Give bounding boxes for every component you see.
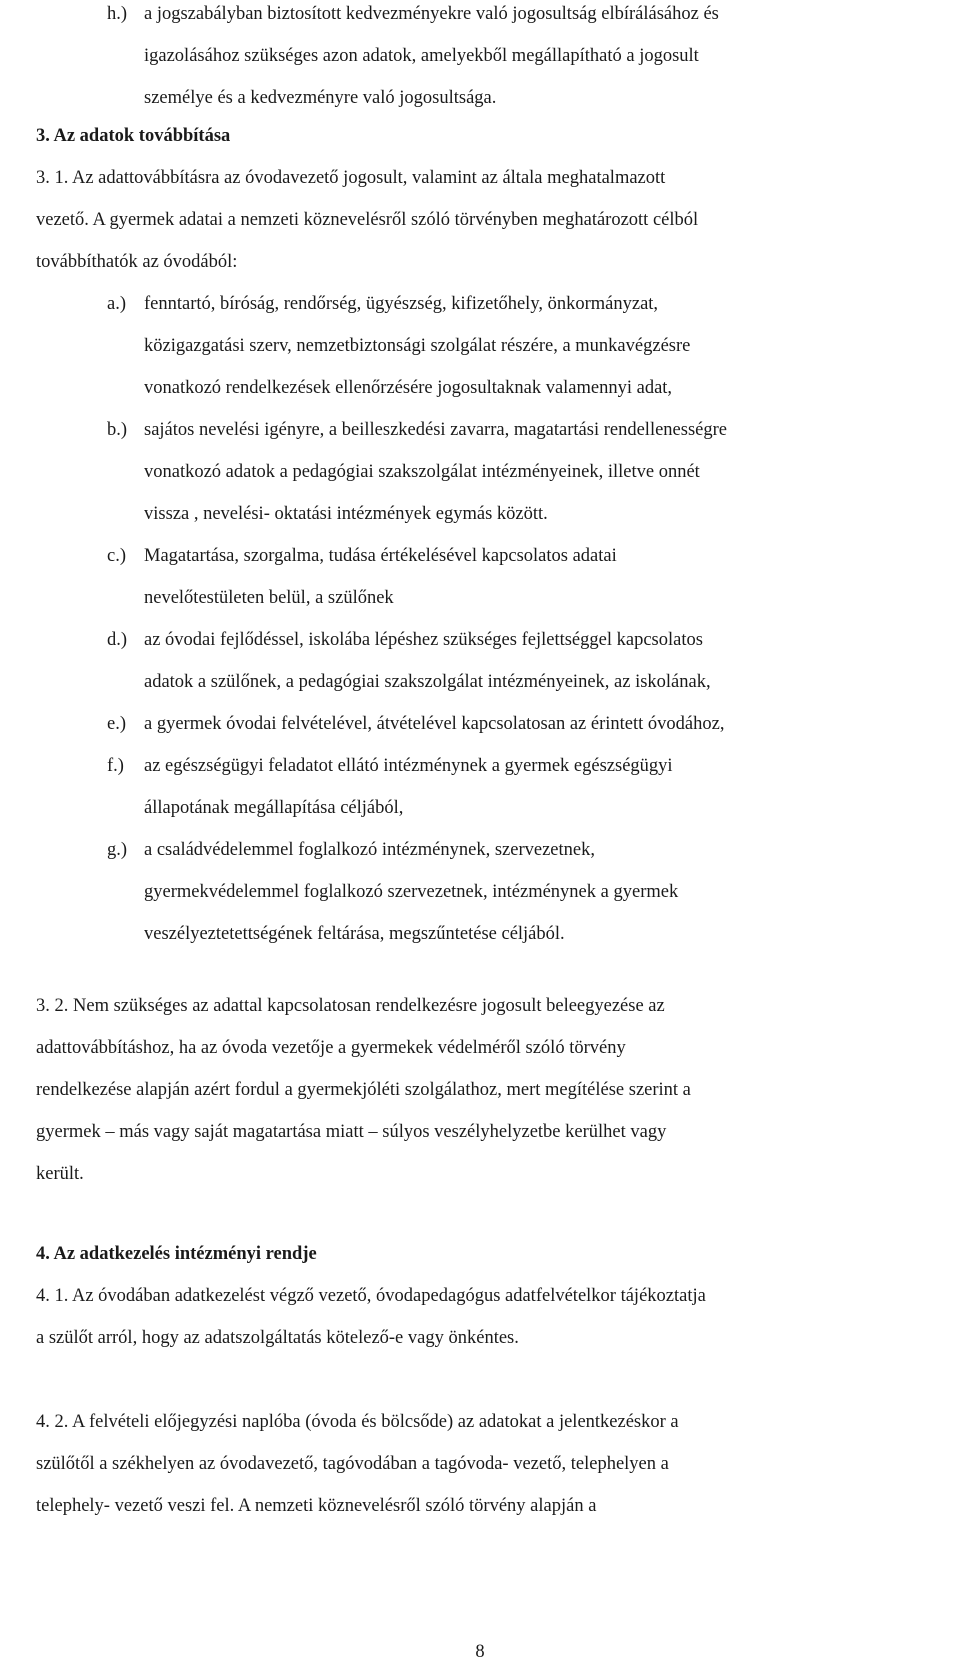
- text-line: 4. 1. Az óvodában adatkezelést végző vezető, óvodapedagógus adatfelvételkor tájékoztatja: [36, 1286, 706, 1306]
- text-line: a szülőt arról, hogy az adatszolgáltatás kötelező-e vagy önkéntes.: [36, 1328, 519, 1348]
- text-line: telephely- vezető veszi fel. A nemzeti köznevelésről szóló törvény alapján a: [36, 1496, 597, 1516]
- text-line: vonatkozó adatok a pedagógiai szakszolgálat intézményeinek, illetve onnét: [144, 462, 700, 482]
- section-heading: 4. Az adatkezelés intézményi rendje: [36, 1244, 317, 1264]
- text-line: fenntartó, bíróság, rendőrség, ügyészség, kifizetőhely, önkormányzat,: [144, 294, 659, 314]
- text-line: rendelkezése alapján azért fordul a gyermekjóléti szolgálathoz, mert megítélése szerint a: [36, 1080, 691, 1100]
- text-line: a családvédelemmel foglalkozó intézménynek, szervezetnek,: [144, 840, 595, 860]
- text-line: az óvodai fejlődéssel, iskolába lépéshez szükséges fejlettséggel kapcsolatos: [144, 630, 703, 650]
- text-line: a gyermek óvodai felvételével, átvételével kapcsolatosan az érintett óvodához,: [144, 714, 725, 734]
- text-line: vonatkozó rendelkezések ellenőrzésére jogosultaknak valamennyi adat,: [144, 378, 673, 398]
- text-line: állapotának megállapítása céljából,: [144, 798, 404, 818]
- text-line: vezető. A gyermek adatai a nemzeti köznevelésről szóló törvényben meghatározott célból: [36, 210, 699, 230]
- text-line: veszélyeztetettségének feltárása, megszűntetése céljából.: [144, 924, 565, 944]
- list-item-label: d.): [107, 630, 128, 650]
- text-line: igazolásához szükséges azon adatok, amelyekből megállapítható a jogosult: [144, 46, 699, 66]
- text-line: az egészségügyi feladatot ellátó intézménynek a gyermek egészségügyi: [144, 756, 673, 776]
- text-line: 4. 2. A felvételi előjegyzési naplóba (óvoda és bölcsőde) az adatokat a jelentkezéskor a: [36, 1412, 679, 1432]
- text-line: gyermek – más vagy saját magatartása miatt – súlyos veszélyhelyzetbe kerülhet vagy: [36, 1122, 667, 1142]
- text-line: a jogszabályban biztosított kedvezményekre való jogosultság elbírálásához és: [144, 4, 719, 24]
- list-item-label: b.): [107, 420, 128, 440]
- list-item-label: a.): [107, 294, 126, 314]
- text-line: nevelőtestületen belül, a szülőnek: [144, 588, 394, 608]
- text-line: személye és a kedvezményre való jogosultsága.: [144, 88, 497, 108]
- text-line: szülőtől a székhelyen az óvodavezető, tagóvodában a tagóvoda- vezető, telephelyen a: [36, 1454, 669, 1474]
- list-item-label: c.): [107, 546, 126, 566]
- text-line: 3. 1. Az adattovábbításra az óvodavezető jogosult, valamint az általa meghatalmazott: [36, 168, 666, 188]
- list-item-label: h.): [107, 4, 128, 24]
- text-line: továbbíthatók az óvodából:: [36, 252, 238, 272]
- text-line: adattovábbításhoz, ha az óvoda vezetője a gyermekek védelméről szóló törvény: [36, 1038, 626, 1058]
- text-line: sajátos nevelési igényre, a beilleszkedési zavarra, magatartási rendellenességre: [144, 420, 727, 440]
- list-item-label: e.): [107, 714, 126, 734]
- page-number: 8: [475, 1642, 485, 1662]
- text-line: közigazgatási szerv, nemzetbiztonsági szolgálat részére, a munkavégzésre: [144, 336, 691, 356]
- text-line: vissza , nevelési- oktatási intézmények egymás között.: [144, 504, 548, 524]
- text-line: adatok a szülőnek, a pedagógiai szakszolgálat intézményeinek, az iskolának,: [144, 672, 711, 692]
- text-line: Magatartása, szorgalma, tudása értékelésével kapcsolatos adatai: [144, 546, 617, 566]
- section-heading: 3. Az adatok továbbítása: [36, 126, 231, 146]
- list-item-label: f.): [107, 756, 124, 776]
- text-line: gyermekvédelemmel foglalkozó szervezetnek, intézménynek a gyermek: [144, 882, 679, 902]
- text-line: került.: [36, 1164, 84, 1184]
- text-line: 3. 2. Nem szükséges az adattal kapcsolatosan rendelkezésre jogosult beleegyezése az: [36, 996, 665, 1016]
- list-item-label: g.): [107, 840, 128, 860]
